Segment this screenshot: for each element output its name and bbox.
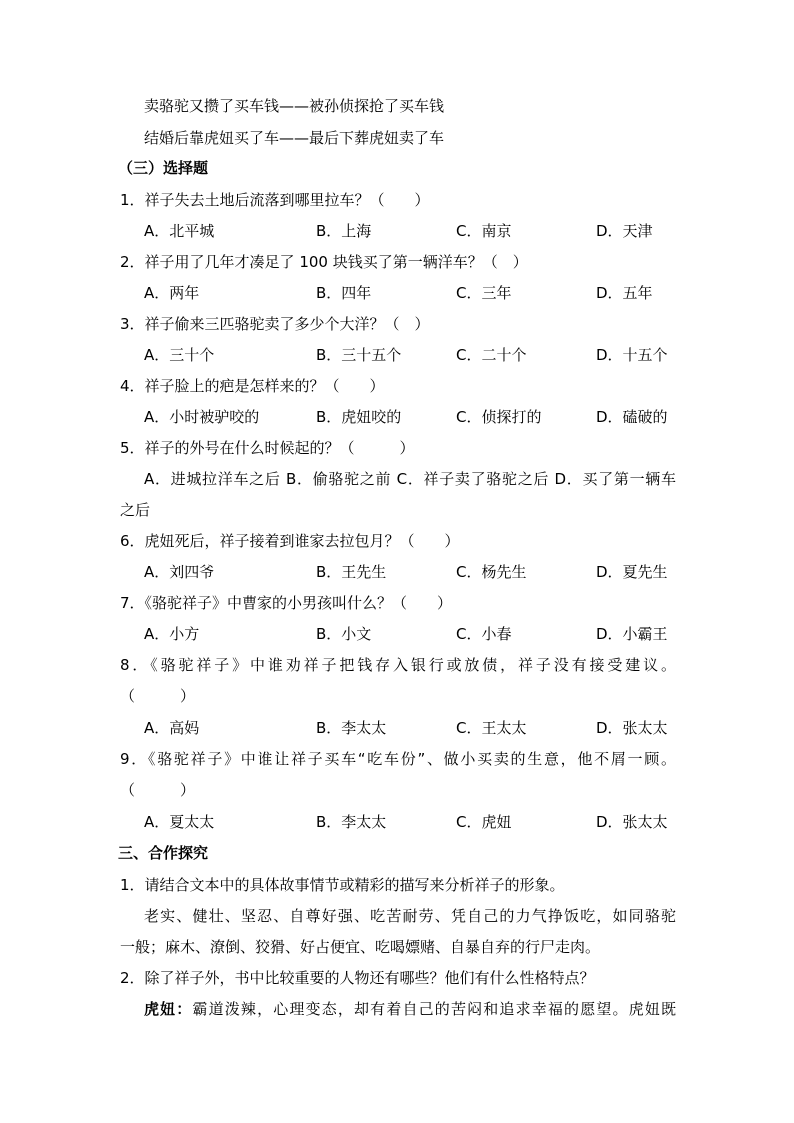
options-8 xyxy=(144,718,684,738)
question-8-continuation: （ ） xyxy=(120,687,196,705)
option-c: C．南京 xyxy=(456,222,512,240)
option-c: C．杨先生 xyxy=(456,563,527,581)
options-4 xyxy=(144,407,684,427)
option-c: C．小春 xyxy=(456,625,512,643)
options-7 xyxy=(144,624,684,644)
option-d: D．天津 xyxy=(596,222,653,240)
options-2 xyxy=(144,283,684,303)
question-6: 6．虎妞死后，祥子接着到谁家去拉包月？（ ） xyxy=(120,532,460,550)
section-heading-choice: （三）选择题 xyxy=(118,159,209,177)
option-c: C．侦探打的 xyxy=(456,408,542,426)
option-b: B．四年 xyxy=(316,284,372,302)
option-c: C．虎妞 xyxy=(456,813,512,831)
summary-line-2: 结婚后靠虎妞买了车——最后下葬虎妞卖了车 xyxy=(144,129,445,147)
option-b: B．小文 xyxy=(316,625,372,643)
character-name-huniu: 虎妞： xyxy=(144,1000,193,1018)
option-b: B．三十五个 xyxy=(316,346,402,364)
question-7: 7．《骆驼祥子》中曹家的小男孩叫什么？（ ） xyxy=(120,594,453,612)
option-a: A．小方 xyxy=(144,625,200,643)
option-a: A．三十个 xyxy=(144,346,215,364)
option-b: B．虎妞咬的 xyxy=(316,408,402,426)
option-a: A．北平城 xyxy=(144,222,215,240)
section-heading-explore: 三、合作探究 xyxy=(118,844,209,862)
option-d: D．夏先生 xyxy=(596,563,668,581)
option-a: A．高妈 xyxy=(144,719,200,737)
option-c: C．二十个 xyxy=(456,346,527,364)
explore-answer-1-line-2: 一般；麻木、潦倒、狡猾、好占便宜、吃喝嫖赌、自暴自弃的行尸走肉。 xyxy=(120,938,601,956)
explore-question-2: 2．除了祥子外，书中比较重要的人物还有哪些？他们有什么性格特点？ xyxy=(120,969,595,987)
option-a: A．夏太太 xyxy=(144,813,215,831)
option-d: D．张太太 xyxy=(596,813,668,831)
question-4: 4．祥子脸上的疤是怎样来的？（ ） xyxy=(120,377,385,395)
explore-question-1: 1．请结合文本中的具体故事情节或精彩的描写来分析祥子的形象。 xyxy=(120,876,565,894)
question-2: 2．祥子用了几年才凑足了 100 块钱买了第一辆洋车？（ ） xyxy=(120,253,528,271)
question-1: 1．祥子失去土地后流落到哪里拉车？（ ） xyxy=(120,191,430,209)
options-3 xyxy=(144,345,684,365)
summary-line-1: 卖骆驼又攒了买车钱——被孙侦探抢了买车钱 xyxy=(144,97,445,115)
explore-answer-2 xyxy=(144,999,676,1019)
character-description: 霸道泼辣，心理变态，却有着自己的苦闷和追求幸福的愿望。虎妞既 xyxy=(192,1000,676,1018)
option-c: C．三年 xyxy=(456,284,512,302)
option-d: D．磕破的 xyxy=(596,408,668,426)
option-b: B．王先生 xyxy=(316,563,387,581)
option-b: B．李太太 xyxy=(316,719,387,737)
options-6 xyxy=(144,562,684,582)
question-9-continuation: （ ） xyxy=(120,781,196,799)
option-a: A．两年 xyxy=(144,284,200,302)
options-5-line: A．进城拉洋车之后 B．偷骆驼之前 C．祥子卖了骆驼之后 D．买了第一辆车 xyxy=(144,470,676,488)
question-9: 9．《骆驼祥子》中谁让祥子买车“吃车份”、做小买卖的生意，他不屑一顾。 xyxy=(120,750,676,768)
options-1 xyxy=(144,221,684,241)
question-5: 5．祥子的外号在什么时候起的？（ ） xyxy=(120,439,415,457)
option-b: B．李太太 xyxy=(316,813,387,831)
options-5-continuation: 之后 xyxy=(120,501,151,519)
explore-answer-1-line-1: 老实、健壮、坚忍、自尊好强、吃苦耐劳、凭自己的力气挣饭吃，如同骆驼 xyxy=(144,907,676,925)
option-a: A．小时被驴咬的 xyxy=(144,408,260,426)
option-d: D．十五个 xyxy=(596,346,668,364)
option-a: A．刘四爷 xyxy=(144,563,215,581)
question-3: 3．祥子偷来三匹骆驼卖了多少个大洋？（ ） xyxy=(120,315,430,333)
options-9 xyxy=(144,812,684,832)
option-d: D．小霸王 xyxy=(596,625,668,643)
question-8: 8．《骆驼祥子》中谁劝祥子把钱存入银行或放债，祥子没有接受建议。 xyxy=(120,656,676,674)
option-d: D．五年 xyxy=(596,284,653,302)
option-b: B．上海 xyxy=(316,222,372,240)
option-c: C．王太太 xyxy=(456,719,527,737)
option-d: D．张太太 xyxy=(596,719,668,737)
